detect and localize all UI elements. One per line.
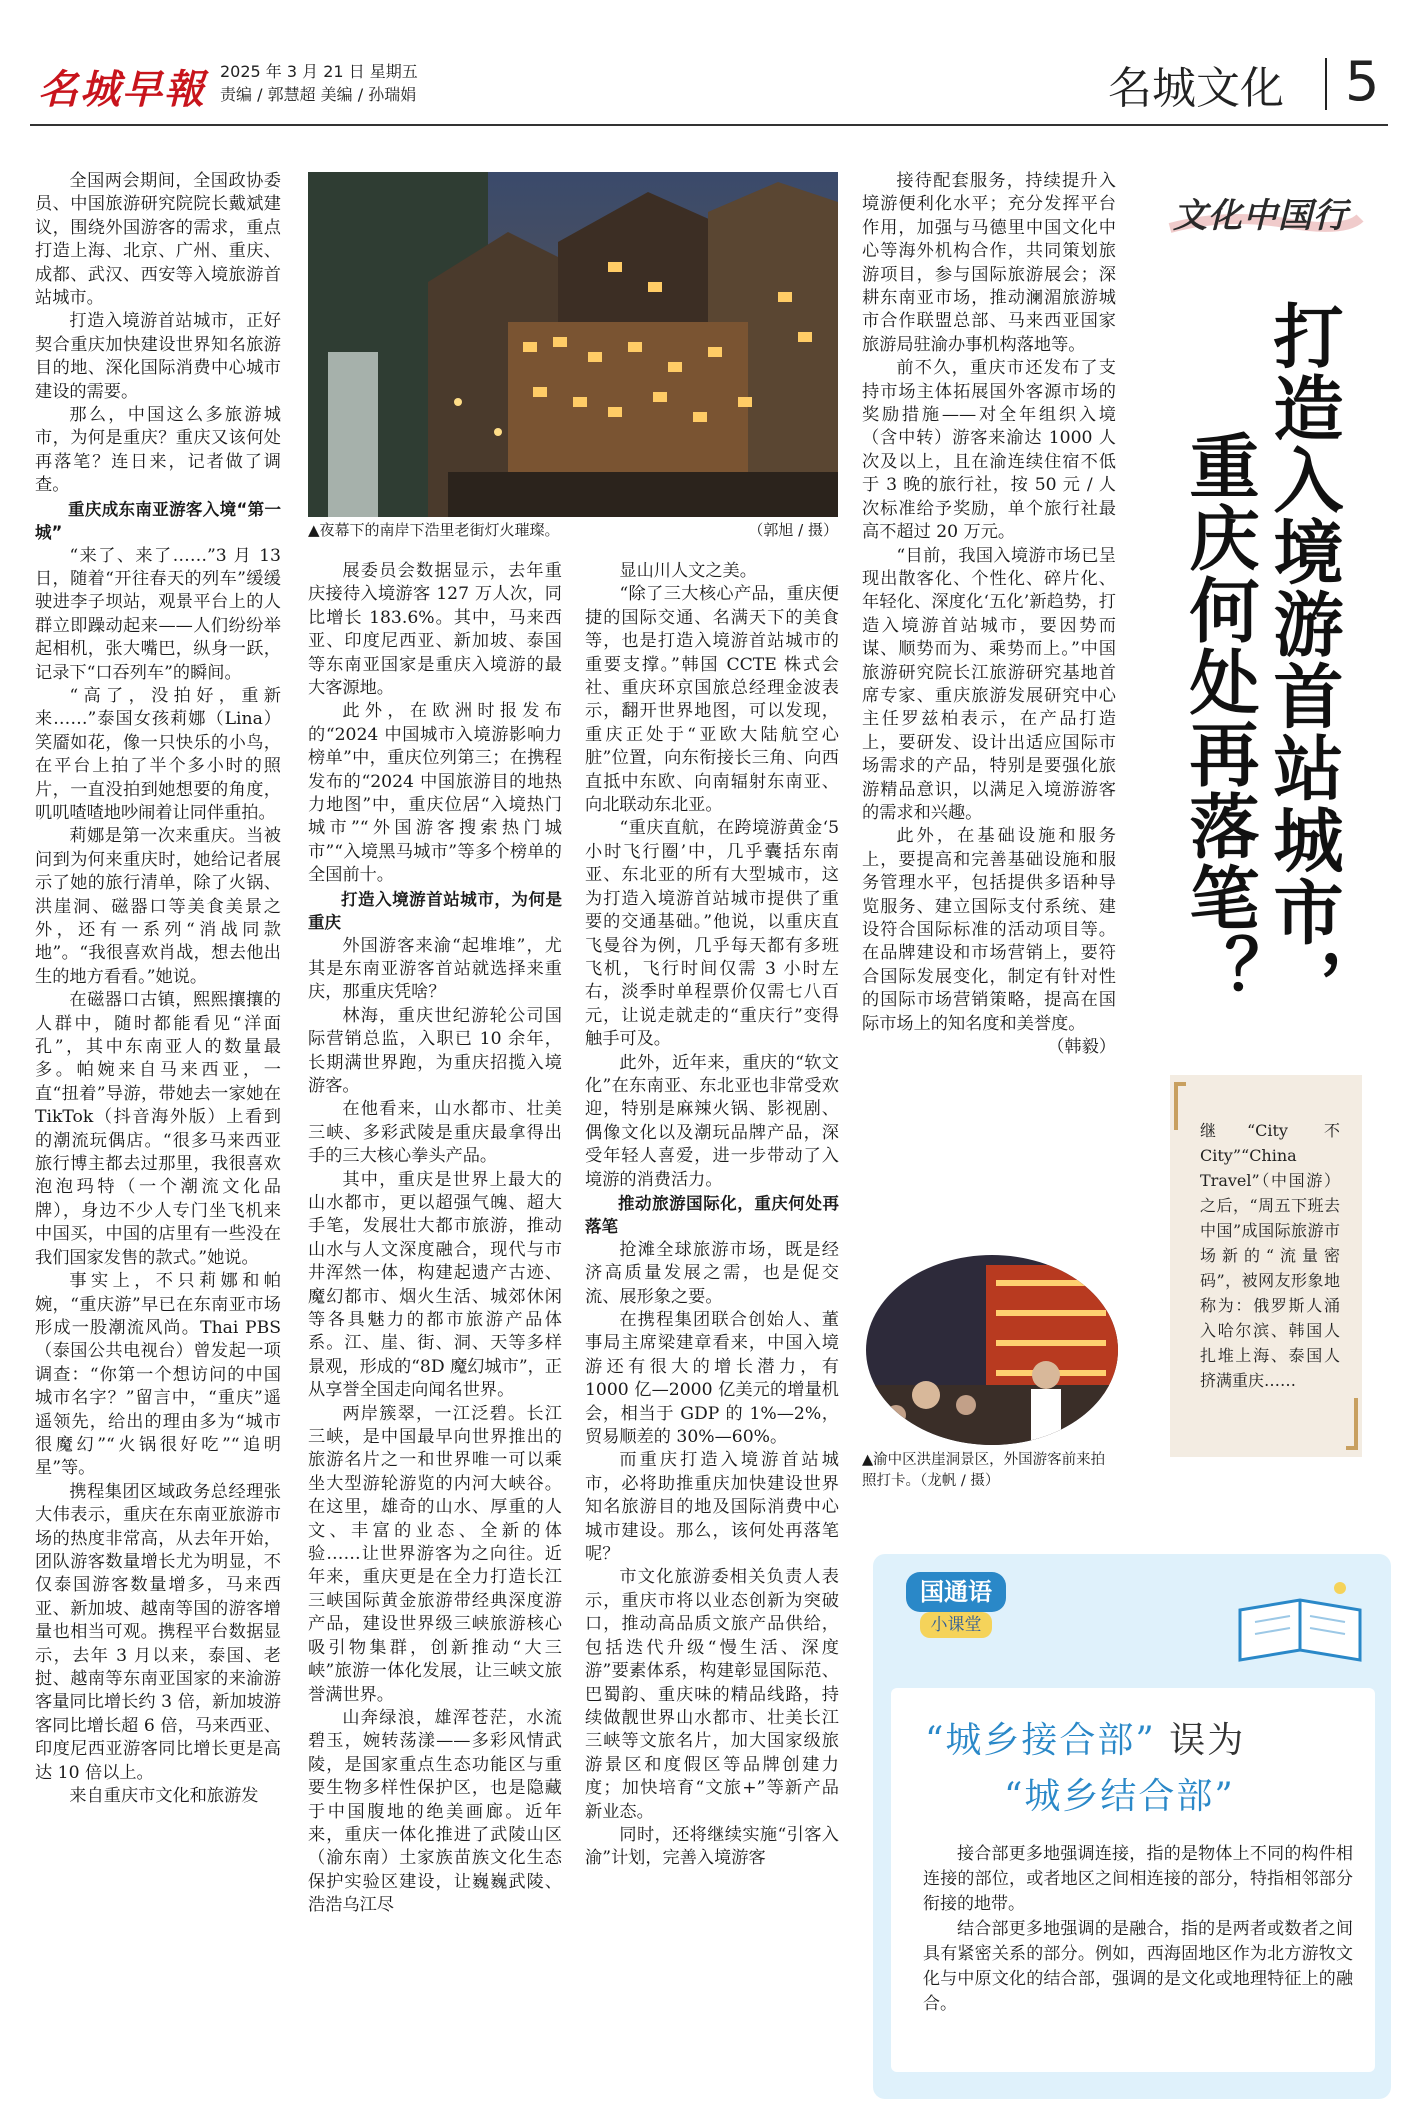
round-photo-caption: ▲渝中区洪崖洞景区，外国游客前来拍照打卡。（龙帆 / 摄） [862,1452,1106,1489]
article-paragraph: “高了，没拍好，重新来……”泰国女孩莉娜（Lina）笑靥如花，像一只快乐的小鸟，在平台上拍了半个多小时的照片，一直没拍到她想要的角度，叽叽喳喳地吵闹着让同伴重拍。 [35,685,281,823]
article-author: （韩毅） [1047,1037,1116,1058]
article-paragraph: 事实上，不只莉娜和帕婉，“重庆游”早已在东南亚市场形成一股潮流风尚。Thai PBS（泰国公共电视台）曾发起一项调查：“你第一个想访问的中国城市名字？”留言中，“重庆”遥遥领先，给出的理由多为“城市很魔幻”“火锅很好吃”“追明星”等。 [35,1271,281,1479]
masthead-logo: 名城早報 [38,66,206,113]
article-paragraph: 林海，重庆世纪游轮公司国际营销总监，入职已 10 余年，长期满世界跑，为重庆招揽入境游客。 [308,1005,562,1096]
headline-line-2: 重庆何处再落笔？ [1178,430,1260,1006]
article-subhead: 推动旅游国际化，重庆何处再落笔 [585,1193,839,1237]
main-photo-credit: （郭旭 / 摄） [748,521,838,539]
article-paragraph: 此外，在欧洲时报发布的“2024 中国城市入境游影响力榜单”中，重庆位列第三；在携程发布的“2024 中国旅游目的地热力地图”中，重庆位居“入境热门城市”“外国游客搜索热门城市”“入境黑马城市”等多个榜单的全国前十。 [308,701,562,886]
header-rule [30,124,1388,126]
article-paragraph: 外国游客来渝“起堆堆”，尤其是东南亚游客首站就选择来重庆，那重庆凭啥？ [308,935,562,1003]
article-paragraph: 前不久，重庆市还发布了支持市场主体拓展国外客源市场的奖励措施——对全年组织入境（含中转）游客来渝达 1000 人次及以上，且在渝连续住宿不低于 3 晚的旅行社，按 50 元 / 人次标准给予奖励，单个旅行社最高不超过 20 万元。 [862,358,1116,543]
page-number: 5 [1345,50,1380,113]
article-paragraph: 显山川人文之美。 [619,561,757,581]
article-column-1 [35,170,281,1808]
language-badge [906,1572,1014,1642]
article-paragraph: 携程集团区域政务总经理张大伟表示，重庆在东南亚旅游市场的热度非常高，从去年开始，团队游客数量增长尤为明显，不仅泰国游客数量增多，马来西亚、新加坡、越南等国的游客增量也相当可观。携程平台数据显示，去年 3 月以来，泰国、老挝、越南等东南亚国家的来渝游客量同比增长约 3 倍，新加坡游客同比增长超 6 倍，马来西亚、印度尼西亚游客同比增长更是高达 10 倍以上。 [35,1481,281,1783]
article-paragraph: 此外，在基础设施和服务上，要提高和完善基础设施和服务管理水平，包括提供多语种导览服务、建立国际支付系统、建设符合国际标准的活动项目等。在品牌建设和市场营销上，要符合国际发展变化，制定有针对性的国际市场营销策略，提高在国际市场上的知名度和美誉度。 [862,826,1116,1034]
article-paragraph: 那么，中国这么多旅游城市，为何是重庆？重庆又该何处再落笔？连日来，记者做了调查。 [35,405,281,496]
lesson-body [923,1842,1353,2017]
main-photo-illustration [308,172,838,517]
article-subhead: 打造入境游首站城市，为何是重庆 [308,889,562,933]
article-paragraph: 而重庆打造入境游首站城市，必将助推重庆加快建设世界知名旅游目的地及国际消费中心城市建设。那么，该何处再落笔呢？ [585,1450,839,1565]
article-paragraph: 打造入境游首站城市，正好契合重庆加快建设世界知名旅游目的地、深化国际消费中心城市建设的需要。 [35,311,281,402]
main-photo-night-street [308,172,838,517]
article-paragraph: “来了、来了……”3 月 13 日，随着“开往春天的列车”缓缓驶进李子坝站，观景平台上的人群立即躁动起来——人们纷纷举起相机，张大嘴巴，纵身一跃，记录下“口吞列车”的瞬间。 [35,545,281,683]
lesson-title-correct: “城乡接合部” [925,1720,1156,1761]
article-column-4 [862,170,1116,1059]
column-tag-text: 文化中国行 [1173,196,1348,236]
article-paragraph: 在磁器口古镇，熙熙攘攘的人群中，随时都能看见“洋面孔”，其中东南亚人的数量最多。帕婉来自马来西亚，一直“扭着”导游，带她去一家她在 TikTok（抖音海外版）上看到的潮流玩偶店。“很多马来西亚旅行博主都去过那里，我很喜欢泡泡玛特（一个潮流文化品牌），身边不少人专门坐飞机来中国买，中国的店里有一些没在我们国家发售的款式。”她说。 [35,990,281,1268]
article-paragraph: 同时，还将继续实施“引客入渝”计划，完善入境游客 [585,1824,839,1869]
article-paragraph: 两岸簇翠，一江泛碧。长江三峡，是中国最早向世界推出的旅游名片之一和世界唯一可以乘坐大型游轮游览的内河大峡谷。在这里，雄奇的山水、厚重的人文、丰富的业态、全新的体验……让世界游客为之向往。近年来，重庆更是在全力打造长江三峡国际黄金旅游带经典深度游产品，建设世界级三峡旅游核心吸引物集群，创新推动“大三峡”旅游一体化发展，让三峡文旅誉满世界。 [308,1403,562,1705]
article-paragraph: 莉娜是第一次来重庆。当被问到为何来重庆时，她给记者展示了她的旅行清单，除了火锅、洪崖洞、磁器口等美食美景之外，还有一系列“消战同款地”。“我很喜欢肖战，想去他出生的地方看看。”她说。 [35,826,281,987]
column-tag [1165,183,1365,243]
header-meta [220,60,418,106]
main-photo-caption: ▲夜幕下的南岸下浩里老街灯火璀璨。 [308,521,560,539]
article-paragraph: 接待配套服务，持续提升入境游便利化水平；充分发挥平台作用，加强与马德里中国文化中心等海外机构合作，共同策划旅游项目，参与国际旅游展会；深耕东南亚市场，推动澜湄旅游城市合作联盟总部、马来西亚国家旅游局驻渝办事机构落地等。 [862,171,1116,355]
headline-line-1: 打造入境游首站城市， [1262,300,1344,1020]
section-name: 名城文化 [1108,63,1284,114]
lesson-paragraph: 结合部更多地强调的是融合，指的是两者或数者之间具有紧密关系的部分。例如，西海固地区作为北方游牧文化与中原文化的结合部，强调的是文化或地理特征上的融合。 [923,1919,1353,2014]
lesson-title-wrong: “城乡结合部” [1004,1776,1235,1817]
article-subhead: 重庆成东南亚游客入境“第一城” [35,499,281,543]
article-paragraph: 展委员会数据显示，去年重庆接待入境游客 127 万人次，同比增长 183.6%。其中，马来西亚、印度尼西亚、新加坡、泰国等东南亚国家是重庆入境游的最大客源地。 [308,561,562,699]
section-divider [1325,58,1327,110]
intro-text: 继“City 不 City”“China Travel”（中国游）之后，“周五下班去中国”成国际旅游市场新的“流量密码”，被网友形象地称为：俄罗斯人涌入哈尔滨、韩国人扎堆上海、泰国人挤满重庆…… [1200,1121,1340,1390]
article-paragraph: “除了三大核心产品，重庆便捷的国际交通、名满天下的美食等，也是打造入境游首站城市的重要支撑。”韩国 CCTE 株式会社、重庆环京国旅总经理金波表示，翻开世界地图，可以发现，重庆正处于“亚欧大陆航空心脏”位置，向东衔接长三角、向西直抵中东欧、向南辐射东南亚、向北联动东北亚。 [585,584,839,816]
lesson-title-mid: 误为 [1169,1720,1246,1761]
main-photo-caption-row [308,520,838,541]
issue-date: 2025 年 3 月 21 日 星期五 [220,62,418,81]
open-book-icon [1230,1570,1370,1670]
editor-credits: 责编 / 郭慧超 美编 / 孙瑞娟 [220,85,417,104]
article-paragraph: 抢滩全球旅游市场，既是经济高质量发展之需，也是促交流、展形象之要。 [585,1239,839,1307]
article-paragraph: 市文化旅游委相关负责人表示，重庆市将以业态创新为突破口，推动高品质文旅产品供给，包括迭代升级“慢生活、深度游”要素体系，构建彰显国际范、巴蜀韵、重庆味的精品线路，持续做靓世界山水都市、壮美长江三峡等文旅名片，加大国家级旅游景区和度假区等品牌创建力度；加快培育“文旅+”等新产品新业态。 [585,1567,839,1822]
badge-main: 国通语 [906,1572,1006,1612]
article-paragraph: “目前，我国入境游市场已呈现出散客化、个性化、碎片化、年轻化、深度化‘五化’新趋势，打造入境游首站城市，要因势而谋、顺势而为、乘势而上。”中国旅游研究院长江旅游研究基地首席专家、重庆旅游发展研究中心主任罗兹柏表示，在产品打造上，要研发、设计出适应国际市场需求的产品，特别是要强化旅游精品意识，以满足入境游游客的需求和兴趣。 [862,545,1116,823]
article-paragraph: 此外，近年来，重庆的“软文化”在东南亚、东北亚也非常受欢迎，特别是麻辣火锅、影视剧、偶像文化以及潮玩品牌产品，深受年轻人喜爱，进一步带动了入境游的消费活力。 [585,1052,839,1190]
article-paragraph: 山奔绿浪，雄浑苍茫，水流碧玉，婉转荡漾——多彩风情武陵，是国家重点生态功能区与重要生物多样性保护区，也是隐藏于中国腹地的绝美画廊。近年来，重庆一体化推进了武陵山区（渝东南）土家族苗族文化生态保护实验区建设，让巍巍武陵、浩浩乌江尽 [308,1707,562,1916]
lesson-title-line-1 [925,1712,1245,1763]
round-photo-hongyadong [866,1255,1118,1445]
lesson-paragraph: 接合部更多地强调连接，指的是物体上不同的构件相连接的部位，或者地区之间相连接的部分，特指相邻部分衔接的地带。 [923,1844,1353,1914]
article-paragraph: 其中，重庆是世界上最大的山水都市，更以超强气魄、超大手笔，发展壮大都市旅游，推动山水与人文深度融合，现代与市井浑然一体，构建起遗产古迹、魔幻都市、烟火生活、城郊休闲等各具魅力的都市旅游产品体系。江、崖、街、洞、天等多样景观，形成的“8D 魔幻城市”，正从享誉全国走向闻名世界。 [308,1169,563,1401]
article-column-3 [585,560,839,1871]
badge-sub: 小课堂 [920,1612,992,1638]
article-paragraph: “重庆直航，在跨境游黄金‘5 小时飞行圈’中，几乎囊括东南亚、东北亚的所有大型城市，这为打造入境游首站城市提供了重要的交通基础。”他说，以重庆直飞曼谷为例，几乎每天都有多班飞机，飞行时间仅需 3 小时左右，淡季时单程票价仅需七八百元，让说走就走的“重庆行”变得触手可及。 [585,818,839,1050]
article-paragraph: 来自重庆市文化和旅游发 [69,1786,259,1807]
article-paragraph: 在他看来，山水都市、壮美三峡、多彩武陵是重庆最拿得出手的三大核心拳头产品。 [308,1099,562,1167]
round-photo-illustration [866,1255,1118,1445]
article-column-2 [308,560,562,1918]
article-paragraph: 在携程集团联合创始人、董事局主席梁建章看来，中国入境游还有很大的增长潜力，有 1000 亿—2000 亿美元的增量机会，相当于 GDP 的 1%—2%，贸易顺差的 30%—60%。 [585,1310,839,1448]
article-paragraph: 全国两会期间，全国政协委员、中国旅游研究院院长戴斌建议，围绕外国游客的需求，重点打造上海、北京、广州、重庆、成都、武汉、西安等入境旅游首站城市。 [35,171,281,309]
